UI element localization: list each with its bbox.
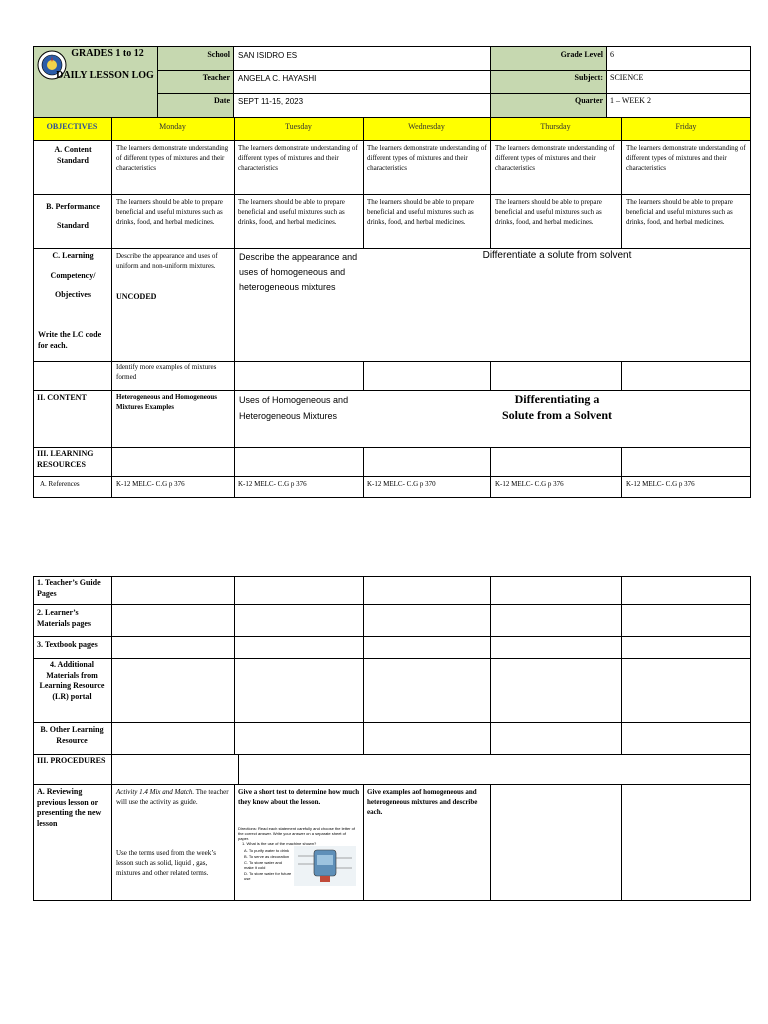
divider [33,658,751,659]
competency-label-1: C. Learning [52,251,94,260]
divider [621,784,622,901]
references-tuesday: K-12 MELC- C.G p 376 [238,480,307,488]
content-standard-wednesday: The learners demonstrate understanding of different types of mixtures and their characteristics [367,144,487,172]
worksheet-option-a: A. To purify water to drink [244,848,290,853]
divider [33,447,751,448]
title-line2: DAILY LESSON LOG [56,70,154,81]
reviewing-monday [116,787,232,807]
title-line1: GRADES 1 to 12 [71,48,144,59]
day-tuesday: Tuesday [285,122,312,131]
activity-description: The teacher will use the activity as guide. [116,788,229,806]
competency-tuesday: Describe the appearance and uses of homogeneous and heterogeneous mixtures [239,252,358,292]
divider [363,784,364,901]
divider [234,576,235,754]
performance-standard-monday: The learners should be able to prepare beneficial and useful mixtures such as drinks, food, and herbal medicines. [116,198,223,226]
divider [363,447,364,498]
divider [490,447,491,498]
competency-wed-fri: Differentiate a solute from solvent [482,250,632,261]
activity-title: Activity 1.4 Mix and Match. [116,788,195,796]
performance-standard-thursday: The learners should be able to prepare beneficial and useful mixtures such as drinks, food, and herbal medicines. [495,198,602,226]
divider [233,93,491,94]
references-monday: K-12 MELC- C.G p 376 [116,480,185,488]
competency-monday-extra: Identify more examples of mixtures formed [116,363,217,381]
competency-label-3: Objectives [55,290,91,299]
content-monday: Heterogeneous and Homogeneous Mixtures Examples [116,393,217,411]
divider [490,361,491,390]
divider [33,248,751,249]
content-tuesday: Uses of Homogeneous and Heterogeneous Mixtures [239,395,349,421]
other-resource-label: B. Other Learning Resource [40,725,104,745]
day-thursday: Thursday [540,122,571,131]
date-value: SEPT 11-15, 2023 [238,97,304,106]
day-monday: Monday [159,122,186,131]
divider [621,361,622,390]
divider [490,93,607,94]
quarter-label: Quarter [575,96,603,105]
divider [233,70,491,71]
teacher-value: ANGELA C. HAYASHI [238,74,317,83]
reviewing-label: A. Reviewing previous lesson or presenting the new lesson [37,787,102,828]
references-thursday: K-12 MELC- C.G p 376 [495,480,564,488]
divider [606,70,751,71]
competency-label-2: Competency/ [50,271,96,280]
divider [606,93,751,94]
uncoded-label: UNCODED [116,292,157,301]
worksheet-option-c: C. To store water and make it cold [244,860,282,870]
worksheet-directions: Directions: Read each statement carefully and choose the letter of the correct answer. Write your answer on a separate sheet of paper. [238,826,355,841]
content-wed-fri-2: Solute from a Solvent [501,408,613,422]
day-friday: Friday [675,122,697,131]
objectives-header: OBJECTIVES [46,122,98,131]
reviewing-monday-terms: Use the terms used from the week’s lesson such as solid, liquid , gas, mixtures and other related terms. [116,849,216,877]
learning-resources-label: III. LEARNING RESOURCES [37,449,94,469]
divider [363,361,364,390]
divider [157,93,234,94]
worksheet-image [238,826,358,888]
divider [33,784,751,785]
content-standard-tuesday: The learners demonstrate understanding of different types of mixtures and their characteristics [238,144,358,172]
water-filter-icon [294,846,356,886]
performance-standard-tuesday: The learners should be able to prepare beneficial and useful mixtures such as drinks, food, and herbal medicines. [238,198,345,226]
procedures-label: III. PROCEDURES [37,756,106,765]
content-label: II. CONTENT [37,393,87,402]
content-standard-thursday: The learners demonstrate understanding of different types of mixtures and their characteristics [495,144,615,172]
divider [33,194,751,195]
divider [33,604,751,605]
day-wednesday: Wednesday [408,122,445,131]
performance-standard-friday: The learners should be able to prepare beneficial and useful mixtures such as drinks, food, and herbal medicines. [626,198,733,226]
divider [234,784,235,901]
textbook-label: 3. Textbook pages [37,640,98,649]
subject-value: SCIENCE [610,73,644,82]
teacher-label: Teacher [202,73,230,82]
worksheet-option-d: D. To store water for future use [244,871,292,881]
references-wednesday: K-12 MELC- C.G p 370 [367,480,436,488]
grade-value: 6 [610,50,614,59]
divider [33,754,751,755]
school-label: School [207,50,230,59]
content-standard-friday: The learners demonstrate understanding of different types of mixtures and their characteristics [626,144,746,172]
competency-monday: Describe the appearance and uses of uniform and non-uniform mixtures. [116,252,218,270]
subject-label: Subject: [574,73,603,82]
divider [33,722,751,723]
divider [621,576,622,754]
content-wed-fri-1: Differentiating a [514,392,600,406]
divider [238,754,239,784]
school-value: SAN ISIDRO ES [238,51,298,60]
lc-code-note: Write the LC code for each. [38,330,102,350]
divider [490,70,607,71]
divider [490,576,491,754]
divider [621,447,622,498]
reviewing-tuesday: Give a short test to determine how much they know about the lesson. [238,788,360,806]
references-friday: K-12 MELC- C.G p 376 [626,480,695,488]
reviewing-wednesday: Give examples aof homogeneous and heterogeneous mixtures and describe each. [367,788,478,816]
divider [111,576,112,901]
divider [157,70,234,71]
performance-standard-wednesday: The learners should be able to prepare beneficial and useful mixtures such as drinks, food, and herbal medicines. [367,198,474,226]
references-label: A. References [40,480,80,488]
quarter-value: 1 – WEEK 2 [610,96,651,105]
content-standard-label: A. Content Standard [54,145,92,165]
divider [490,784,491,901]
worksheet-option-b: B. To serve as decoration [244,854,290,859]
additional-materials-label: 4. Additional Materials from Learning Resource (LR) portal [39,660,105,701]
performance-standard-label: B. Performance Standard [46,202,100,230]
teachers-guide-label: 1. Teacher’s Guide Pages [37,578,101,598]
grade-label: Grade Level [560,50,603,59]
learners-materials-label: 2. Learner’s Materials pages [37,608,91,628]
divider [33,636,751,637]
worksheet-question: 1. What is the use of the machine shown? [242,841,317,846]
divider [33,476,751,477]
date-label: Date [214,96,230,105]
content-standard-monday: The learners demonstrate understanding of different types of mixtures and their characteristics [116,144,229,172]
divider [363,576,364,754]
